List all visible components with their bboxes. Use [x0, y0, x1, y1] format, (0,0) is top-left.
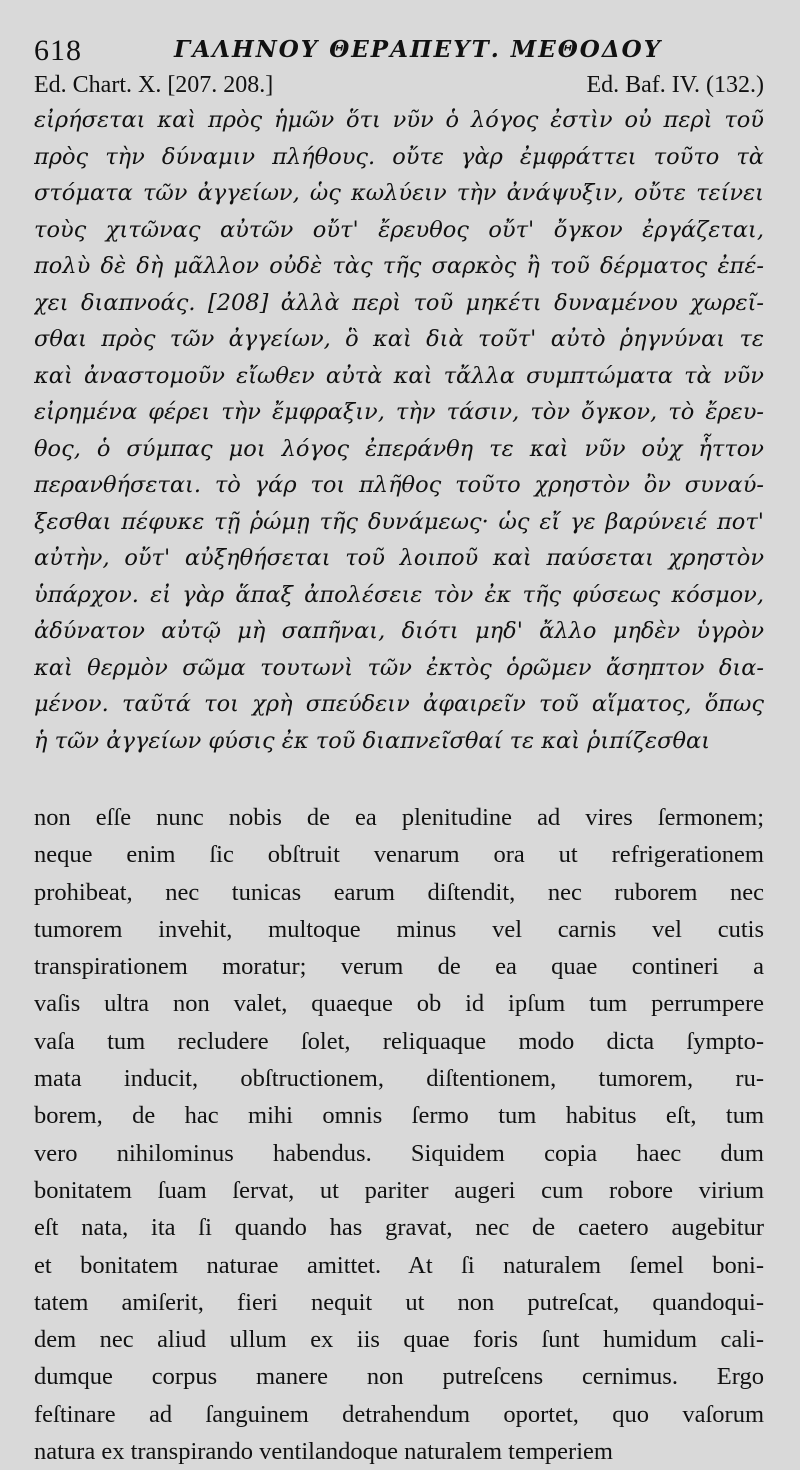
greek-text-line: αὐτὴν, οὔτ' αὐξηθήσεται τοῦ λοιποῦ καὶ παύσεται χρηστὸν [34, 545, 764, 571]
greek-text-line: ἡ τῶν ἀγγείων φύσις ἐκ τοῦ διαπνεῖσθαί τε καὶ ῥιπίζεσθαι [34, 727, 711, 754]
greek-text-line: εἰρήσεται καὶ πρὸς ἡμῶν ὅτι νῦν ὁ λόγος ἐστὶν οὐ περὶ τοῦ [34, 107, 764, 133]
greek-text-line: πρὸς τὴν δύναμιν πλήθους. οὔτε γὰρ ἐμφράττει τοῦτο τὰ [34, 143, 764, 170]
latin-text-block [34, 799, 764, 1470]
latin-text-line: eſt nata, ita ſi quando has gravat, nec de caetero augebitur [34, 1214, 764, 1242]
latin-text-line: transpirationem moratur; verum de ea quae contineri a [34, 953, 764, 981]
page-header [34, 28, 764, 72]
latin-text-line: vaſa tum recludere ſolet, reliquaque modo dicta ſympto- [34, 1027, 764, 1055]
greek-text-line: καὶ ἀναστομοῦν εἴωθεν αὐτὰ καὶ τἄλλα συμπτώματα τὰ νῦν [34, 362, 764, 389]
latin-text-line: dumque corpus manere non putreſcens cernimus. Ergo [34, 1363, 764, 1391]
latin-text-line: tatem amiſerit, fieri nequit ut non putreſcat, quandoqui- [34, 1288, 764, 1316]
latin-text-line: et bonitatem naturae amittet. At ſi naturalem ſemel boni- [34, 1251, 764, 1279]
latin-text-line: dem nec aliud ullum ex iis quae foris ſunt humidum cali- [34, 1326, 764, 1354]
greek-text-line: ὑπάρχον. εἰ γὰρ ἅπαξ ἀπολέσειε τὸν ἐκ τῆς φύσεως κόσμον, [34, 581, 764, 608]
latin-text-line: tumorem invehit, multoque minus vel carnis vel cutis [34, 915, 764, 943]
greek-text-line: καὶ θερμὸν σῶμα τουτωνὶ τῶν ἐκτὸς ὁρῶμεν ἄσηπτον δια- [34, 654, 764, 681]
latin-text-line: vaſis ultra non valet, quaeque ob id ipſum tum perrumpere [34, 990, 764, 1018]
greek-text-line: πολὺ δὲ δὴ μᾶλλον οὐδὲ τὰς τῆς σαρκὸς ἢ τοῦ δέρματος ἐπέ- [34, 253, 764, 279]
greek-text-line: θος, ὁ σύμπας μοι λόγος ἐπεράνθη τε καὶ νῦν οὐχ ἧττον [34, 435, 764, 462]
latin-text-line: bonitatem ſuam ſervat, ut pariter augeri cum robore virium [34, 1176, 764, 1204]
latin-text-line: feſtinare ad ſanguinem detrahendum oportet, quo vaſorum [34, 1400, 764, 1428]
greek-text-block [34, 102, 764, 759]
greek-text-line: ἀδύνατον αὐτῷ μὴ σαπῆναι, διότι μηδ' ἄλλο μηδὲν ὑγρὸν [34, 618, 764, 644]
greek-text-line: ξεσθαι πέφυκε τῇ ῥώμῃ τῆς δυνάμεως· ὡς εἴ γε βαρύνειέ ποτ' [34, 508, 764, 535]
latin-text-line: natura ex transpirando ventilandoque naturalem temperiem [34, 1438, 613, 1466]
latin-text-line: prohibeat, nec tunicas earum diſtendit, nec ruborem nec [34, 878, 764, 906]
latin-text-line: non eſſe nunc nobis de ea plenitudine ad vires ſermonem; [34, 804, 764, 831]
edition-basel-reference: Ed. Baf. IV. (132.) [586, 72, 764, 98]
greek-text-line: εἰρημένα φέρει τὴν ἔμφραξιν, τὴν τάσιν, τὸν ὄγκον, τὸ ἔρευ- [34, 399, 764, 425]
running-title: ΓΑΛΗΝΟΥ ΘΕΡΑΠΕΥΤ. ΜΕΘΟΔΟΥ [174, 36, 663, 63]
greek-text-line: μένον. ταῦτά τοι χρὴ σπεύδειν ἀφαιρεῖν τοῦ αἵματος, ὅπως [34, 691, 764, 717]
page-number: 618 [34, 34, 82, 67]
greek-text-line: σθαι πρὸς τῶν ἀγγείων, ὃ καὶ διὰ τοῦτ' αὐτὸ ῥηγνύναι τε [34, 326, 764, 352]
latin-text-line: vero nihilominus habendus. Siquidem copia haec dum [34, 1139, 764, 1167]
latin-text-line: neque enim ſic obſtruit venarum ora ut refrigerationem [34, 841, 764, 869]
greek-text-line: περανθήσεται. τὸ γάρ τοι πλῆθος τοῦτο χρηστὸν ὂν συναύ- [34, 472, 764, 498]
greek-text-line: χει διαπνοάς. [208] ἀλλὰ περὶ τοῦ μηκέτι δυναμένου χωρεῖ- [34, 289, 764, 316]
greek-text-line: τοὺς χιτῶνας αὐτῶν οὔτ' ἔρευθος οὔτ' ὄγκον ἐργάζεται, [34, 216, 764, 243]
latin-text-line: borem, de hac mihi omnis ſermo tum habitus eſt, tum [34, 1102, 764, 1130]
greek-text-line: στόματα τῶν ἀγγείων, ὡς κωλύειν τὴν ἀνάψυξιν, οὔτε τείνει [34, 180, 764, 206]
latin-text-line: mata inducit, obſtructionem, diſtentionem, tumorem, ru- [34, 1065, 764, 1093]
edition-chart-reference: Ed. Chart. X. [207. 208.] [34, 72, 274, 98]
edition-reference-line [34, 72, 764, 102]
